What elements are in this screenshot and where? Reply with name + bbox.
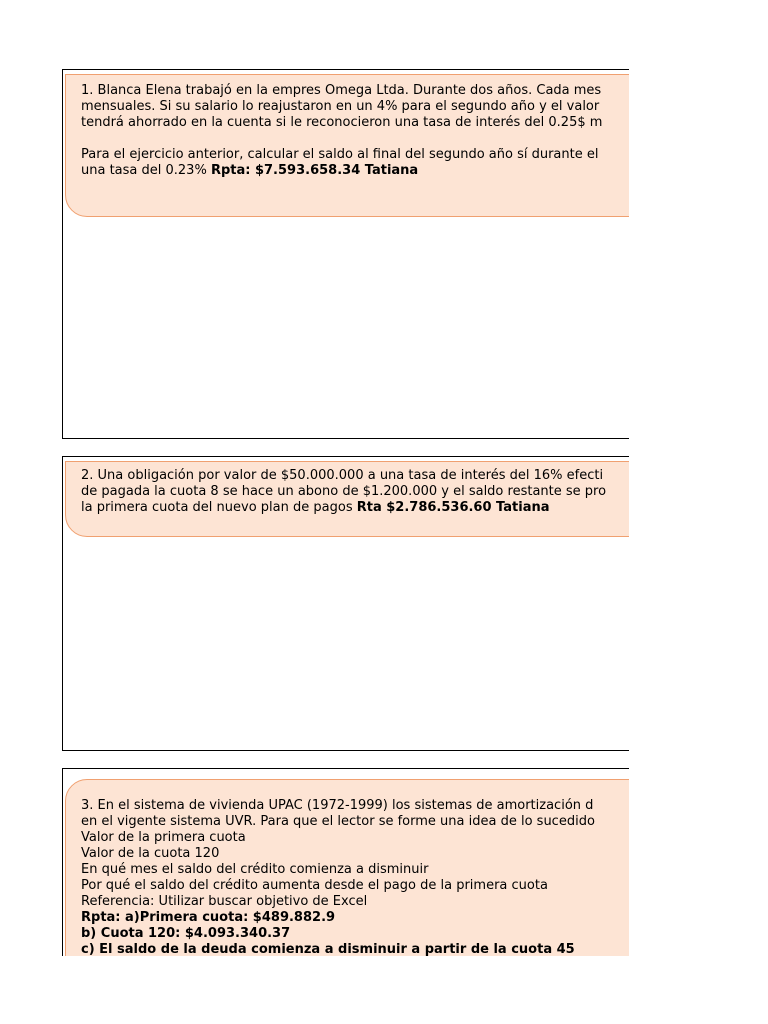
exercise-3-answer-a: Rpta: a)Primera cuota: $489.882.9 [81,910,336,925]
exercise-3-line-1: 3. En el sistema de vivienda UPAC (1972-1999) los sistemas de amortización d [81,798,594,813]
exercise-3-answer-b: b) Cuota 120: $4.093.340.37 [81,926,291,941]
exercise-2-answer: Rta $2.786.536.60 Tatiana [356,500,550,515]
exercise-2-line-1: 2. Una obligación por valor de $50.000.000 a una tasa de interés del 16% efecti [81,468,604,483]
exercise-1-line-2: mensuales. Si su salario lo reajustaron en un 4% para el segundo año y el valor [81,99,600,114]
exercise-3-line-2: en el vigente sistema UVR. Para que el lector se forme una idea de lo sucedido [81,814,595,829]
exercise-1-frame [62,69,629,439]
exercise-2-line-2: de pagada la cuota 8 se hace un abono de $1.200.000 y el saldo restante se pro [81,484,607,499]
exercise-2-frame [62,456,629,751]
exercise-3-line-7: Referencia: Utilizar buscar objetivo de Excel [81,894,368,909]
exercise-3-line-6: Por qué el saldo del crédito aumenta desde el pago de la primera cuota [81,878,548,893]
exercise-3-answer-c: c) El saldo de la deuda comienza a disminuir a partir de la cuota 45 [81,942,575,956]
exercise-3-line-5: En qué mes el saldo del crédito comienza a disminuir [81,862,429,877]
exercise-3-line-3: Valor de la primera cuota [81,830,246,845]
exercise-1-line-1: 1. Blanca Elena trabajó en la empres Omega Ltda. Durante dos años. Cada mes [81,83,602,98]
exercise-2-callout [65,461,629,537]
exercise-2-line-3: la primera cuota del nuevo plan de pagos Rta $2.786.536.60 Tatiana [81,500,550,515]
exercise-1-callout [65,74,629,217]
exercise-1-answer: Rpta: $7.593.658.34 Tatiana [210,163,419,178]
exercise-3-line-4: Valor de la cuota 120 [81,846,220,861]
exercise-1-line-5: una tasa del 0.23% Rpta: $7.593.658.34 Tatiana [81,163,419,178]
exercise-1-line-3: tendrá ahorrado en la cuenta si le reconocieron una tasa de interés del 0.25$ m [81,115,603,130]
exercise-1-line-4: Para el ejercicio anterior, calcular el saldo al final del segundo año sí durante el [81,147,599,162]
exercise-3-callout [65,779,629,956]
page-break-gap [62,549,65,695]
exercise-3-frame [62,768,629,956]
